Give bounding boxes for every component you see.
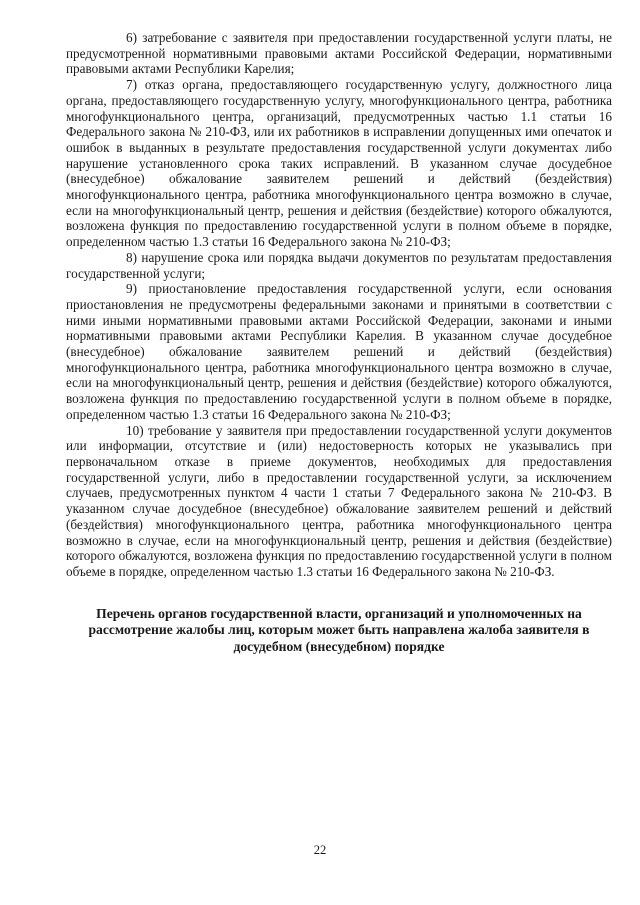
section-title: Перечень органов государственной власти, организаций и уполномоченных на рассмотрение жалобы лиц, которым может быть направлена жалоба заявителя в досудебном (внесудебном) порядке [88, 605, 590, 655]
page-number: 22 [313, 843, 327, 857]
paragraph-item-7: 7) отказ органа, предоставляющего государственную услугу, должностного лица органа, предоставляющего государственную услугу, многофункционального центра, работника многофункционального центра, организаций, предусмотренных частью 1.1 статьи 16 Федерального закона № 210-ФЗ, или их работников в исправлении допущенных ими опечаток и ошибок в выданных в результате предоставления государственной услуги документах либо нарушение установленного срока таких исправлений. В указанном случае досудебное (внесудебное) обжалование заявителем решений и действий (бездействия) многофункционального центра, работника многофункционального центра возможно в случае, если на многофункциональный центр, решения и действия (бездействие) которого обжалуются, возложена функция по предоставлению государственной услуги в полном объеме в порядке, определенном частью 1.3 статьи 16 Федерального закона № 210-ФЗ; [66, 77, 612, 250]
paragraph-item-6: 6) затребование с заявителя при предоставлении государственной услуги платы, не предусмотренной нормативными правовыми актами Российской Федерации, нормативными правовыми актами Республики Карелия; [66, 30, 612, 77]
paragraph-item-8: 8) нарушение срока или порядка выдачи документов по результатам предоставления государственной услуги; [66, 249, 612, 281]
paragraph-item-10: 10) требование у заявителя при предоставлении государственной услуги документов или информации, отсутствие и (или) недостоверность которых не указывались при первоначальном отказе в приеме документов, необходимых для предоставления государственной услуги, либо в предоставлении государственной услуги, за исключением случаев, предусмотренных пунктом 4 части 1 статьи 7 Федерального закона № 210-ФЗ. В указанном случае досудебное (внесудебное) обжалование заявителем решений и действий (бездействия) многофункционального центра, работника многофункционального центра возможно в случае, если на многофункциональный центр, решения и действия (бездействие) которого обжалуются, возложена функция по предоставлению государственной услуги в полном объеме в порядке, определенном частью 1.3 статьи 16 Федерального закона № 210-ФЗ. [66, 422, 612, 579]
paragraph-item-9: 9) приостановление предоставления государственной услуги, если основания приостановления не предусмотрены федеральными законами и принятыми в соответствии с ними иными нормативными правовыми актами Российской Федерации, законами и иными нормативными правовыми актами Республики Карелия. В указанном случае досудебное (внесудебное) обжалование заявителем решений и действий (бездействия) многофункционального центра, работника многофункционального центра возможно в случае, если на многофункциональный центр, решения и действия (бездействие) которого обжалуются, возложена функция по предоставлению государственной услуги в полном объеме в порядке, определенном частью 1.3 статьи 16 Федерального закона № 210-ФЗ; [66, 281, 612, 422]
